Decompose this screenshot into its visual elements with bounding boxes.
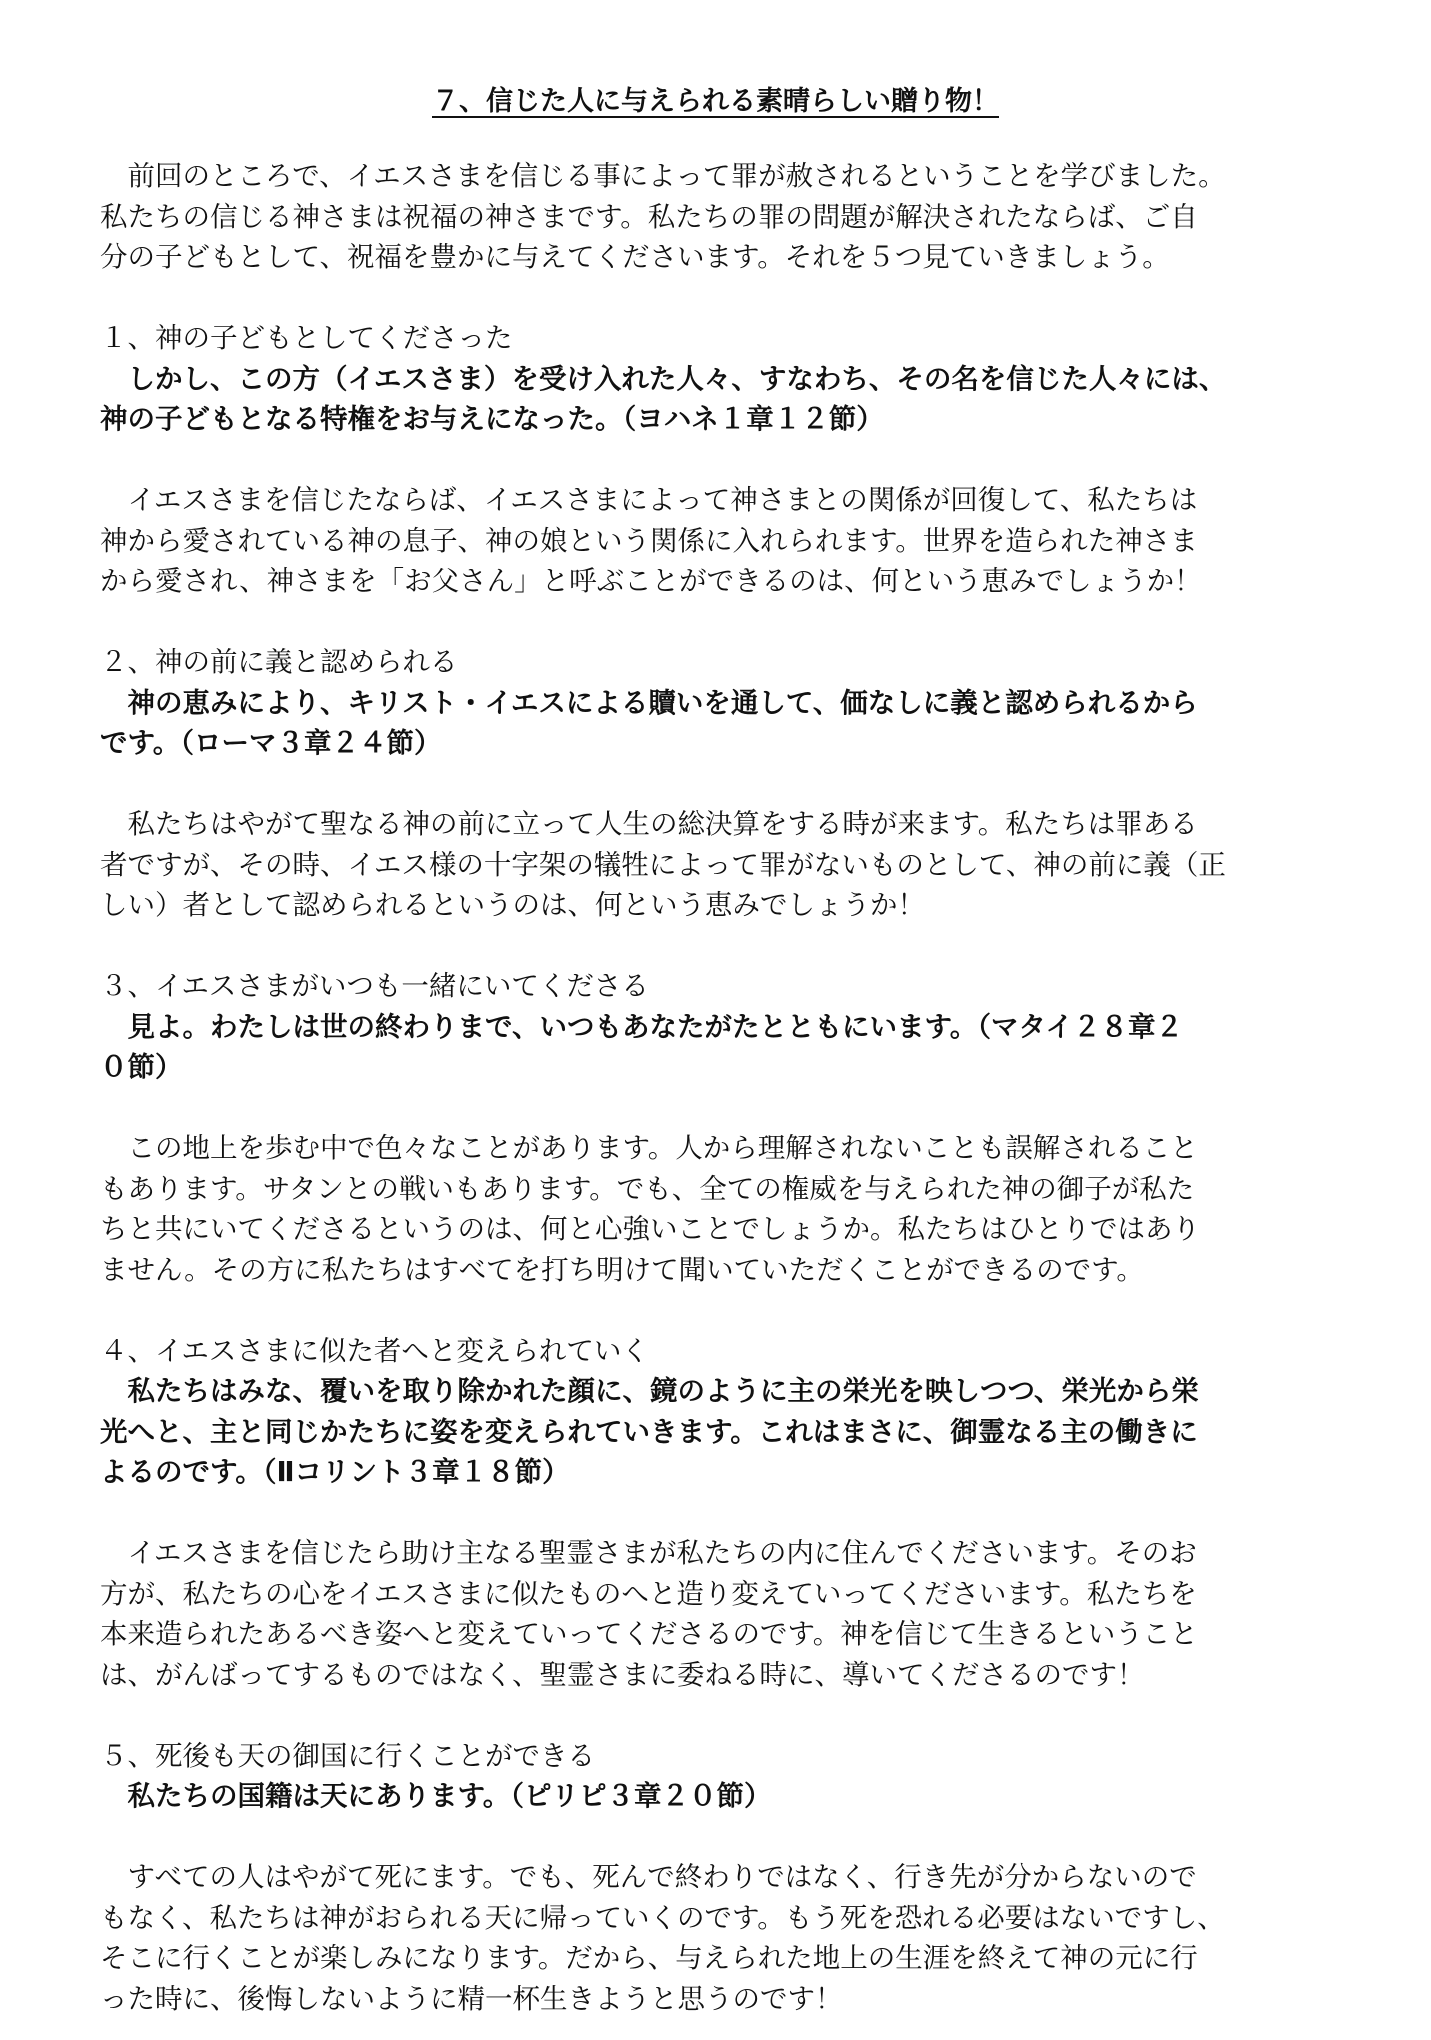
section-heading: ２、神の前に義と認められる	[100, 646, 458, 678]
document-title	[0, 82, 1431, 122]
commentary-line: 本来造られたあるべき姿へと変えていってくださるのです。神を信じて生きるということ	[100, 1618, 1198, 1650]
intro-paragraph	[100, 156, 1340, 278]
commentary-line: イエスさまを信じたならば、イエスさまによって神さまとの関係が回復して、私たちは	[100, 484, 1198, 516]
commentary-paragraph	[100, 1533, 1340, 1695]
commentary-line: 者ですが、その時、イエス様の十字架の犠牲によって罪がないものとして、神の前に義（正	[100, 848, 1226, 881]
scripture-verse	[100, 683, 1340, 764]
section-4	[100, 1331, 1340, 1696]
scripture-verse	[100, 1007, 1340, 1088]
section-1	[100, 318, 1340, 602]
scripture-verse	[100, 1371, 1340, 1493]
section-heading: ３、イエスさまがいつも一緒にいてくださる	[100, 970, 649, 1002]
commentary-line: しい）者として認められるというのは、何という恵みでしょうか！	[100, 889, 925, 921]
intro-line: 分の子どもとして、祝福を豊かに与えてくださいます。それを５つ見ていきましょう。	[100, 241, 1170, 273]
section-3	[100, 966, 1340, 1290]
commentary-line: すべての人はやがて死にます。でも、死んで終わりではなく、行き先が分からないので	[100, 1861, 1197, 1893]
verse-line: よるのです。（Ⅱコリント３章１８節）	[100, 1456, 570, 1488]
commentary-line: 方が、私たちの心をイエスさまに似たものへと造り変えていってくださいます。私たちを	[100, 1577, 1197, 1610]
verse-line: 神の子どもとなる特権をお与えになった。（ヨハネ１章１２節）	[100, 403, 884, 435]
verse-line: です。（ローマ３章２４節）	[100, 727, 442, 759]
intro-line: 前回のところで、イエスさまを信じる事によって罪が赦されるということを学びました。	[100, 160, 1226, 192]
commentary-line: そこに行くことが楽しみになります。だから、与えられた地上の生涯を終えて神の元に行	[100, 1942, 1198, 1974]
verse-line: 見よ。わたしは世の終わりまで、いつもあなたがたとともにいます。（マタイ２８章２	[100, 1010, 1183, 1043]
intro-line: 私たちの信じる神さまは祝福の神さまです。私たちの罪の問題が解決されたならば、ご自	[100, 200, 1198, 233]
commentary-line: から愛され、神さまを「お父さん」と呼ぶことができるのは、何という恵みでしょうか！	[100, 565, 1202, 597]
commentary-paragraph	[100, 1128, 1340, 1290]
commentary-line: は、がんばってするものではなく、聖霊さまに委ねる時に、導いてくださるのです！	[100, 1658, 1145, 1691]
commentary-line: もなく、私たちは神がおられる天に帰っていくのです。もう死を恐れる必要はないですし、	[100, 1901, 1225, 1934]
commentary-line: イエスさまを信じたら助け主なる聖霊さまが私たちの内に住んでくださいます。そのお	[100, 1537, 1197, 1569]
verse-line: 神の恵みにより、キリスト・イエスによる贖いを通して、価なしに義と認められるから	[100, 686, 1198, 719]
commentary-paragraph	[100, 1857, 1340, 2019]
section-2	[100, 642, 1340, 926]
verse-line: 私たちの国籍は天にあります。（ピリピ３章２０節）	[100, 1780, 772, 1812]
document-body	[100, 156, 1340, 2019]
section-heading: ４、イエスさまに似た者へと変えられていく	[100, 1334, 649, 1367]
commentary-line: ちと共にいてくださるというのは、何と心強いことでしょうか。私たちはひとりではあり	[100, 1213, 1200, 1245]
section-5	[100, 1736, 1340, 2020]
commentary-line: った時に、後悔しないように精一杯生きようと思うのです！	[100, 1982, 843, 2015]
section-heading: １、神の子どもとしてくださった	[100, 322, 513, 354]
commentary-paragraph	[100, 804, 1340, 926]
verse-line: 私たちはみな、覆いを取り除かれた顔に、鏡のように主の栄光を映しつつ、栄光から栄	[100, 1375, 1199, 1407]
verse-line: ０節）	[100, 1051, 183, 1083]
commentary-line: もあります。サタンとの戦いもあります。でも、全ての権威を与えられた神の御子が私た	[100, 1172, 1195, 1205]
document-title-text: ７、信じた人に与えられる素晴らしい贈り物！	[432, 86, 999, 117]
section-heading: ５、死後も天の御国に行くことができる	[100, 1739, 595, 1772]
scripture-verse	[100, 359, 1340, 440]
commentary-line: この地上を歩む中で色々なことがあります。人から理解されないことも誤解されること	[100, 1132, 1198, 1164]
verse-line: 光へと、主と同じかたちに姿を変えられていきます。これはまさに、御霊なる主の働きに	[100, 1415, 1198, 1448]
commentary-paragraph	[100, 480, 1340, 602]
verse-line: しかし、この方（イエスさま）を受け入れた人々、すなわち、その名を信じた人々には、	[100, 362, 1227, 395]
commentary-line: ません。その方に私たちはすべてを打ち明けて聞いていただくことができるのです。	[100, 1253, 1144, 1286]
commentary-line: 私たちはやがて聖なる神の前に立って人生の総決算をする時が来ます。私たちは罪ある	[100, 808, 1198, 840]
scripture-verse	[100, 1776, 1340, 1817]
commentary-line: 神から愛されている神の息子、神の娘という関係に入れられます。世界を造られた神さま	[100, 524, 1198, 557]
